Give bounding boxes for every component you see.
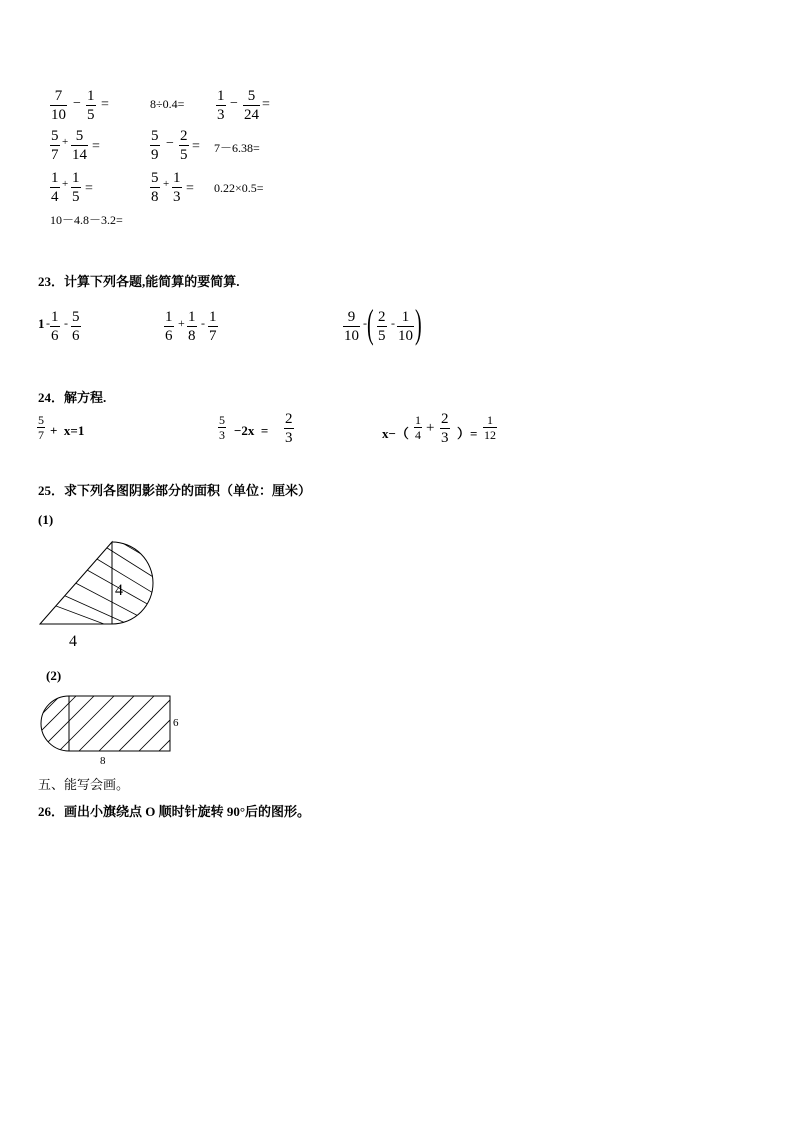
numerator: 2 [378, 309, 386, 325]
side-label: 4 [115, 582, 123, 599]
expression: 7－6.38= [214, 141, 260, 155]
numerator: 1 [173, 170, 181, 186]
fraction [50, 170, 60, 205]
q23-heading: 23．计算下列各题,能简算的要简算. [38, 274, 240, 289]
numerator: 1 [72, 170, 80, 186]
numerator: 5 [75, 128, 84, 144]
fraction [187, 309, 197, 344]
denominator: 8 [151, 189, 159, 205]
integer: 1 [38, 316, 45, 331]
numerator: 5 [151, 170, 159, 186]
operator: + [62, 136, 69, 148]
denominator: 4 [415, 428, 421, 442]
operator: - [391, 316, 395, 330]
equals: = [92, 139, 100, 154]
fraction [86, 88, 96, 123]
fraction [483, 414, 497, 441]
fraction [179, 128, 189, 163]
fraction [50, 88, 67, 123]
denominator: 5 [87, 107, 95, 123]
fraction [50, 128, 60, 163]
fraction [172, 170, 182, 205]
fraction [343, 309, 360, 344]
denominator: 14 [72, 147, 87, 163]
rectangle-outline [69, 696, 170, 751]
denominator: 3 [219, 428, 225, 442]
equation-text: x−（ [382, 426, 409, 441]
numerator: 1 [217, 88, 225, 104]
equation-text: + x=1 [50, 423, 85, 438]
operator: - [64, 316, 68, 330]
equals: = [101, 97, 109, 112]
fraction [150, 170, 160, 205]
denominator: 3 [173, 189, 181, 205]
fraction [216, 88, 226, 123]
denominator: 10 [51, 107, 66, 123]
shaded-region [40, 534, 158, 630]
denominator: 10 [398, 328, 413, 344]
numerator: 1 [188, 309, 196, 325]
operator: + [178, 316, 185, 330]
q24-heading: 24．解方程. [38, 390, 107, 405]
q22-row4-expression: 10－4.8－3.2= [50, 213, 123, 227]
fraction [440, 411, 450, 446]
triangle-outline [40, 542, 112, 624]
fraction [50, 309, 60, 344]
fraction [71, 309, 81, 344]
equation-text: −2x = [234, 423, 269, 438]
denominator: 6 [51, 328, 59, 344]
denominator: 5 [180, 147, 188, 163]
q25-heading: 25．求下列各图阴影部分的面积（单位：厘米） [38, 483, 312, 498]
denominator: 10 [344, 328, 359, 344]
fraction [164, 309, 174, 344]
operator: − [73, 96, 81, 111]
fraction [71, 128, 88, 163]
numerator: 1 [165, 309, 173, 325]
denominator: 5 [378, 328, 386, 344]
denominator: 7 [51, 147, 59, 163]
fraction [37, 414, 45, 441]
operator: + [426, 420, 435, 436]
numerator: 5 [151, 128, 159, 144]
height-label: 6 [173, 717, 179, 729]
numerator: 5 [51, 128, 59, 144]
denominator: 7 [38, 428, 44, 442]
numerator: 7 [54, 88, 63, 104]
numerator: 1 [487, 413, 493, 427]
numerator: 5 [247, 88, 256, 104]
fraction [150, 128, 160, 163]
fraction [397, 309, 414, 344]
equation-text: ）= [457, 426, 478, 441]
numerator: 1 [51, 309, 59, 325]
operator: + [62, 178, 69, 190]
equals: = [192, 139, 200, 154]
fraction [284, 411, 294, 446]
numerator: 1 [87, 88, 95, 104]
denominator: 7 [209, 328, 217, 344]
fraction [218, 414, 226, 441]
denominator: 9 [151, 147, 159, 163]
fraction [243, 88, 260, 123]
expression: 0.22×0.5= [214, 181, 264, 195]
left-parenthesis: ( [367, 301, 374, 346]
numerator: 1 [209, 309, 217, 325]
denominator: 24 [244, 107, 259, 123]
numerator: 5 [38, 413, 44, 427]
right-parenthesis: ) [415, 301, 422, 346]
denominator: 8 [188, 328, 196, 344]
figure-1 [30, 530, 170, 655]
equals: = [262, 97, 270, 112]
denominator: 3 [217, 107, 225, 123]
fraction [208, 309, 218, 344]
denominator: 6 [165, 328, 173, 344]
part-2-label: (2) [46, 668, 62, 683]
operator: - [363, 316, 367, 330]
figure-2 [36, 690, 186, 770]
operator: − [166, 136, 174, 151]
operator: + [163, 178, 170, 190]
equals: = [85, 181, 93, 196]
operator: − [230, 96, 238, 111]
numerator: 1 [401, 309, 410, 325]
numerator: 2 [285, 411, 293, 427]
shaded-region [36, 696, 186, 754]
numerator: 5 [219, 413, 225, 427]
part-1-label: (1) [38, 512, 54, 527]
denominator: 4 [51, 189, 59, 205]
semicircle-outline [41, 696, 69, 751]
numerator: 1 [415, 413, 421, 427]
expression: 8÷0.4= [150, 97, 185, 111]
fraction [71, 170, 81, 205]
fraction [377, 309, 387, 344]
operator: - [201, 316, 205, 330]
numerator: 5 [72, 309, 80, 325]
fraction [414, 414, 422, 441]
base-label: 4 [69, 633, 77, 650]
denominator: 5 [72, 189, 80, 205]
q26-heading: 26．画出小旗绕点 O 顺时针旋转 90°后的图形。 [38, 804, 311, 819]
numerator: 2 [180, 128, 188, 144]
equals: = [186, 181, 194, 196]
numerator: 1 [51, 170, 59, 186]
numerator: 2 [441, 411, 449, 427]
section-5-heading: 五、能写会画。 [38, 777, 130, 792]
denominator: 3 [285, 430, 293, 446]
width-label: 8 [100, 755, 106, 767]
operator: - [46, 316, 50, 330]
denominator: 6 [72, 328, 80, 344]
denominator: 12 [484, 428, 496, 442]
numerator: 9 [347, 309, 356, 325]
denominator: 3 [441, 430, 449, 446]
